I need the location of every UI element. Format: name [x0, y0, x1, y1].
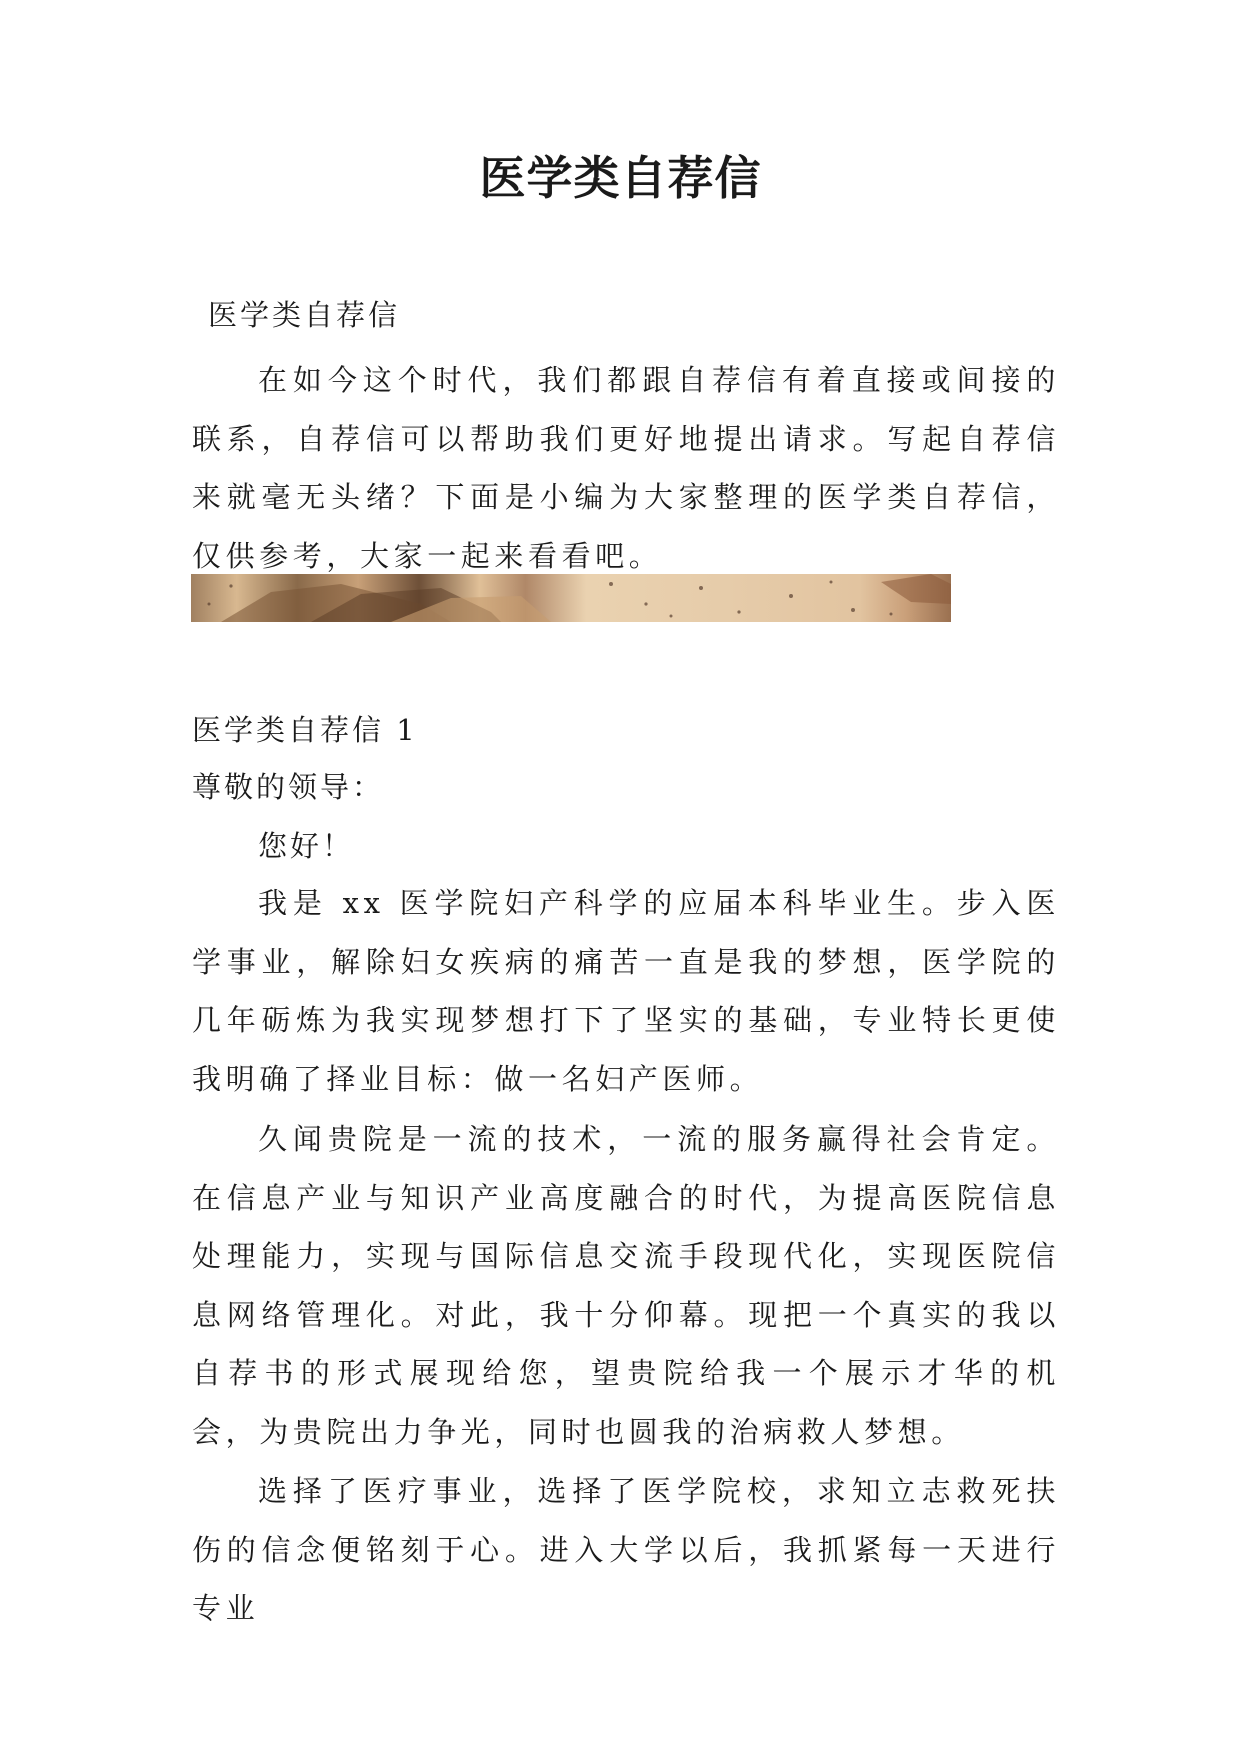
body-paragraph: 我是 xx 医学院妇产科学的应届本科毕业生。步入医学事业，解除妇女疾病的痛苦一直是我的梦想，医学院的几年砺炼为我实现梦想打下了坚实的基础，专业特长更使我明确了择业目标：做一名妇产医师。	[192, 886, 1060, 1096]
greeting: 您好！	[258, 829, 355, 863]
decorative-banner-image	[191, 574, 951, 622]
intro-paragraph: 在如今这个时代，我们都跟自荐信有着直接或间接的联系，自荐信可以帮助我们更好地提出请求。写起自荐信来就毫无头绪？下面是小编为大家整理的医学类自荐信，仅供参考，大家一起来看看吧。	[192, 363, 1060, 573]
salutation: 尊敬的领导：	[192, 770, 385, 804]
document-title: 医学类自荐信	[479, 151, 762, 205]
body-paragraph: 选择了医疗事业，选择了医学院校，求知立志救死扶伤的信念便铭刻于心。进入大学以后，我抓紧每一天进行专业	[192, 1474, 1060, 1625]
banner-texture-icon	[191, 574, 951, 622]
document-subtitle: 医学类自荐信	[208, 298, 401, 332]
section-heading: 医学类自荐信 1	[192, 713, 418, 747]
body-paragraph: 久闻贵院是一流的技术，一流的服务赢得社会肯定。在信息产业与知识产业高度融合的时代，为提高医院信息处理能力，实现与国际信息交流手段现代化，实现医院信息网络管理化。对此，我十分仰幕。现把一个真实的我以自荐书的形式展现给您，望贵院给我一个展示才华的机会，为贵院出力争光，同时也圆我的治病救人梦想。	[192, 1122, 1060, 1449]
